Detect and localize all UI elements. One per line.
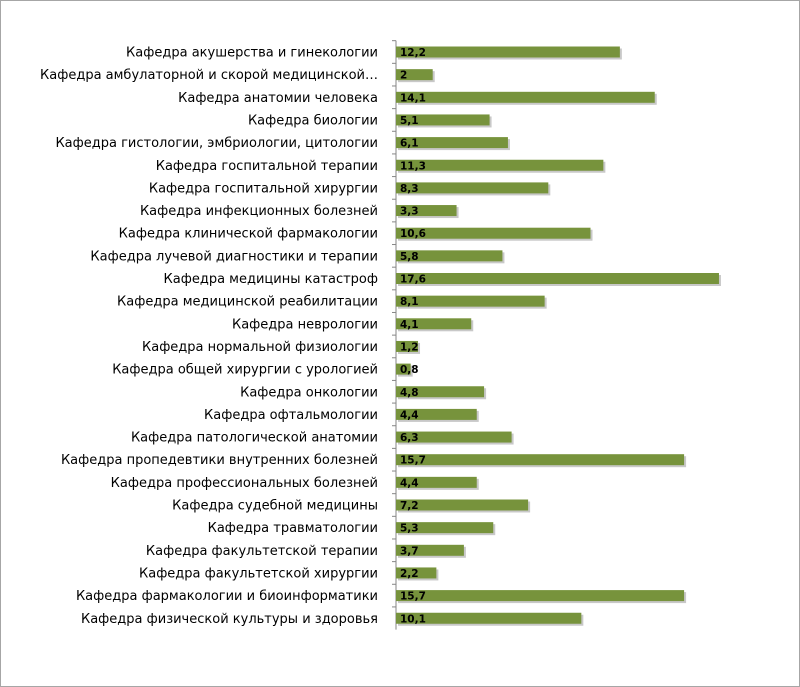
data-label: 1,2 [400,341,419,354]
category-label: Кафедра медицинской реабилитации [117,294,378,310]
category-label: Кафедра госпитальной хирургии [148,181,378,197]
data-label: 2 [400,69,408,82]
data-label: 15,7 [400,454,426,467]
data-label: 17,6 [400,273,426,286]
category-label: Кафедра акушерства и гинекологии [126,45,378,61]
data-label: 4,8 [400,386,419,399]
category-label: Кафедра профессиональных болезней [110,475,378,491]
category-label: Кафедра биологии [247,113,378,129]
bar [396,273,719,284]
data-label: 2,2 [400,567,419,580]
category-label: Кафедра фармакологии и биоинформатики [75,589,378,605]
bar [396,454,684,465]
data-label: 5,8 [400,250,419,263]
category-label: Кафедра физической культуры и здоровья [80,611,378,627]
category-label: Кафедра госпитальной терапии [155,158,378,174]
category-label: Кафедра клинической фармакологии [118,226,378,242]
data-label: 7,2 [400,500,419,512]
bar [396,47,620,58]
data-label: 5,3 [400,522,419,535]
data-label: 4,4 [400,409,419,422]
category-label: Кафедра онкологии [240,385,378,401]
bar-chart [1,1,799,686]
data-label: 8,1 [400,296,419,309]
category-label: Кафедра гистологии, эмбриологии, цитологии [55,136,378,152]
category-label: Кафедра амбулаторной и скорой медицинской… [40,68,378,84]
data-label: 0,8 [400,364,419,377]
category-label: Кафедра нормальной физиологии [142,339,378,355]
category-label: Кафедра общей хирургии с урологией [112,362,378,378]
data-label: 3,7 [400,545,419,558]
data-label: 12,2 [400,47,426,59]
category-label: Кафедра офтальмологии [204,407,378,423]
data-label: 15,7 [400,590,426,603]
category-label: Кафедра факультетской терапии [145,543,378,559]
category-label: Кафедра патологической анатомии [130,430,378,446]
data-label: 8,3 [400,182,419,195]
data-label: 5,1 [400,114,419,127]
data-label: 3,3 [400,205,419,218]
bar [396,182,548,193]
data-label: 14,1 [400,92,426,105]
category-label: Кафедра анатомии человека [178,90,378,106]
data-label: 4,1 [400,318,419,331]
data-label: 6,3 [400,432,419,445]
category-label: Кафедра факультетской хирургии [139,566,378,582]
category-label: Кафедра судебной медицины [172,498,378,514]
data-label: 6,1 [400,137,419,150]
bar [396,92,655,103]
data-label: 11,3 [400,160,426,173]
category-label: Кафедра лучевой диагностики и терапии [90,249,378,265]
bar [396,590,684,601]
bar [396,160,603,171]
data-label: 4,4 [400,477,419,490]
data-label: 10,6 [400,228,426,241]
category-label: Кафедра неврологии [231,317,378,333]
category-label: Кафедра инфекционных болезней [139,204,378,220]
category-label: Кафедра медицины катастроф [163,272,378,287]
category-label: Кафедра пропедевтики внутренних болезней [60,453,378,469]
category-label: Кафедра травматологии [207,521,378,537]
data-label: 10,1 [400,613,426,626]
